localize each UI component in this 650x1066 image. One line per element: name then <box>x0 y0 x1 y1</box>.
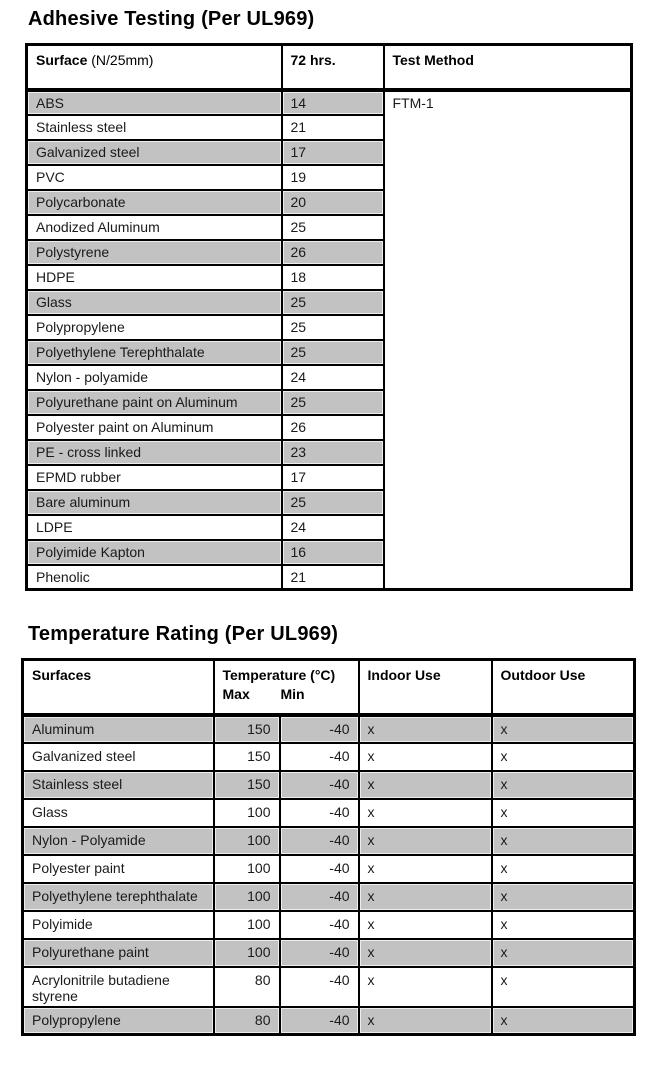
indoor-use-cell: x <box>359 967 492 1007</box>
max-temp-cell: 100 <box>214 911 280 939</box>
outdoor-use-cell: x <box>492 715 635 743</box>
temperature-table-title: Temperature Rating (Per UL969) <box>28 623 339 645</box>
outdoor-use-cell: x <box>492 911 635 939</box>
adhesion-value-cell: 24 <box>282 515 384 540</box>
adhesion-value-cell: 26 <box>282 240 384 265</box>
indoor-use-cell: x <box>359 855 492 883</box>
table-row <box>23 967 635 1007</box>
col-header-test-method: Test Method <box>384 45 632 90</box>
surface-cell: Anodized Aluminum <box>27 215 282 240</box>
adhesive-header-row <box>27 45 632 90</box>
outdoor-use-cell: x <box>492 743 635 771</box>
min-temp-cell: -40 <box>280 743 359 771</box>
surface-cell: Polyethylene Terephthalate <box>27 340 282 365</box>
min-temp-cell: -40 <box>280 939 359 967</box>
surface-cell: HDPE <box>27 265 282 290</box>
surface-cell: Polyester paint <box>23 855 214 883</box>
temperature-table <box>21 658 636 1036</box>
col-header-max: Max <box>222 686 250 702</box>
table-row <box>23 911 635 939</box>
surface-cell: LDPE <box>27 515 282 540</box>
surface-cell: Polyurethane paint <box>23 939 214 967</box>
surface-cell: Stainless steel <box>27 115 282 140</box>
adhesion-value-cell: 25 <box>282 290 384 315</box>
table-row <box>23 1007 635 1035</box>
adhesion-value-cell: 17 <box>282 140 384 165</box>
test-method-cell: FTM-1 <box>384 90 632 590</box>
surface-unit-label: (N/25mm) <box>91 52 154 68</box>
surface-cell: PE - cross linked <box>27 440 282 465</box>
surface-cell: Nylon - polyamide <box>27 365 282 390</box>
max-temp-cell: 150 <box>214 743 280 771</box>
indoor-use-cell: x <box>359 715 492 743</box>
surface-cell: ABS <box>27 90 282 115</box>
adhesion-value-cell: 25 <box>282 340 384 365</box>
table-row <box>23 939 635 967</box>
surface-cell: Polypropylene <box>27 315 282 340</box>
col-header-outdoor-use: Outdoor Use <box>492 660 635 715</box>
outdoor-use-cell: x <box>492 883 635 911</box>
surface-cell: Polypropylene <box>23 1007 214 1035</box>
surface-cell: Polyester paint on Aluminum <box>27 415 282 440</box>
surface-cell: Glass <box>23 799 214 827</box>
indoor-use-cell: x <box>359 743 492 771</box>
adhesion-value-cell: 25 <box>282 490 384 515</box>
surface-cell: Polyurethane paint on Aluminum <box>27 390 282 415</box>
adhesion-value-cell: 18 <box>282 265 384 290</box>
surface-cell: Polyimide Kapton <box>27 540 282 565</box>
indoor-use-cell: x <box>359 1007 492 1035</box>
surface-cell: Polyimide <box>23 911 214 939</box>
col-header-indoor-use: Indoor Use <box>359 660 492 715</box>
indoor-use-cell: x <box>359 799 492 827</box>
surface-cell: Polystyrene <box>27 240 282 265</box>
table-row <box>23 715 635 743</box>
surface-cell: Galvanized steel <box>27 140 282 165</box>
surface-cell: EPMD rubber <box>27 465 282 490</box>
adhesion-value-cell: 25 <box>282 215 384 240</box>
adhesion-value-cell: 20 <box>282 190 384 215</box>
indoor-use-cell: x <box>359 883 492 911</box>
adhesion-value-cell: 21 <box>282 565 384 590</box>
min-temp-cell: -40 <box>280 799 359 827</box>
table-row <box>23 855 635 883</box>
adhesion-value-cell: 16 <box>282 540 384 565</box>
max-temp-cell: 80 <box>214 967 280 1007</box>
min-temp-cell: -40 <box>280 855 359 883</box>
outdoor-use-cell: x <box>492 799 635 827</box>
outdoor-use-cell: x <box>492 939 635 967</box>
outdoor-use-cell: x <box>492 855 635 883</box>
table-row <box>23 799 635 827</box>
adhesion-value-cell: 14 <box>282 90 384 115</box>
surface-cell: Nylon - Polyamide <box>23 827 214 855</box>
min-temp-cell: -40 <box>280 771 359 799</box>
outdoor-use-cell: x <box>492 827 635 855</box>
surface-cell: Acrylonitrile butadiene styrene <box>23 967 214 1007</box>
surface-label: Surface <box>36 52 88 68</box>
adhesive-table <box>25 43 633 591</box>
indoor-use-cell: x <box>359 939 492 967</box>
col-header-min: Min <box>280 686 305 702</box>
col-header-surfaces: Surfaces <box>23 660 214 715</box>
adhesion-value-cell: 25 <box>282 315 384 340</box>
adhesion-value-cell: 21 <box>282 115 384 140</box>
outdoor-use-cell: x <box>492 967 635 1007</box>
adhesion-value-cell: 25 <box>282 390 384 415</box>
min-temp-cell: -40 <box>280 827 359 855</box>
table-row <box>23 827 635 855</box>
surface-cell: Glass <box>27 290 282 315</box>
table-row <box>23 771 635 799</box>
table-row <box>23 743 635 771</box>
max-min-labels <box>223 686 350 702</box>
table-row <box>23 883 635 911</box>
adhesive-table-title: Adhesive Testing (Per UL969) <box>28 8 315 30</box>
surface-cell: Phenolic <box>27 565 282 590</box>
max-temp-cell: 100 <box>214 827 280 855</box>
max-temp-cell: 150 <box>214 715 280 743</box>
surface-cell: Polyethylene terephthalate <box>23 883 214 911</box>
max-temp-cell: 100 <box>214 799 280 827</box>
min-temp-cell: -40 <box>280 911 359 939</box>
surface-cell: Galvanized steel <box>23 743 214 771</box>
min-temp-cell: -40 <box>280 883 359 911</box>
surface-cell: Aluminum <box>23 715 214 743</box>
max-temp-cell: 100 <box>214 855 280 883</box>
surface-cell: Bare aluminum <box>27 490 282 515</box>
adhesion-value-cell: 26 <box>282 415 384 440</box>
table-row <box>27 90 632 115</box>
col-header-temperature <box>214 660 359 715</box>
max-temp-cell: 100 <box>214 939 280 967</box>
outdoor-use-cell: x <box>492 771 635 799</box>
surface-cell: PVC <box>27 165 282 190</box>
col-header-surface <box>27 45 282 90</box>
indoor-use-cell: x <box>359 911 492 939</box>
indoor-use-cell: x <box>359 771 492 799</box>
col-header-72hrs: 72 hrs. <box>282 45 384 90</box>
max-temp-cell: 150 <box>214 771 280 799</box>
max-temp-cell: 100 <box>214 883 280 911</box>
adhesion-value-cell: 24 <box>282 365 384 390</box>
min-temp-cell: -40 <box>280 1007 359 1035</box>
temperature-header-row <box>23 660 635 715</box>
min-temp-cell: -40 <box>280 715 359 743</box>
outdoor-use-cell: x <box>492 1007 635 1035</box>
adhesion-value-cell: 19 <box>282 165 384 190</box>
min-temp-cell: -40 <box>280 967 359 1007</box>
temperature-label: Temperature (°C) <box>222 667 336 683</box>
adhesion-value-cell: 23 <box>282 440 384 465</box>
indoor-use-cell: x <box>359 827 492 855</box>
max-temp-cell: 80 <box>214 1007 280 1035</box>
surface-cell: Polycarbonate <box>27 190 282 215</box>
surface-cell: Stainless steel <box>23 771 214 799</box>
adhesion-value-cell: 17 <box>282 465 384 490</box>
